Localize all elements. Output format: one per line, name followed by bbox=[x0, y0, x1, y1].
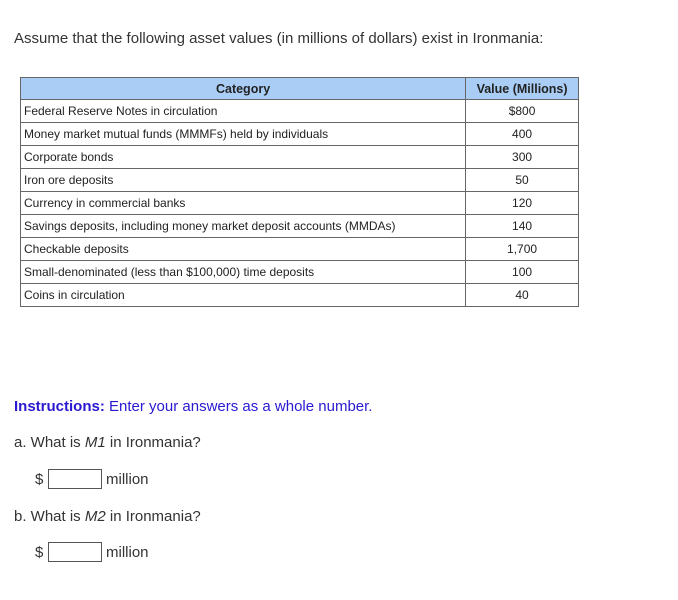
answer-a-unit: million bbox=[106, 470, 149, 488]
table-row bbox=[21, 238, 579, 261]
table-row bbox=[21, 146, 579, 169]
row-value: 300 bbox=[466, 146, 579, 169]
row-value: 50 bbox=[466, 169, 579, 192]
row-value: 400 bbox=[466, 123, 579, 146]
row-category: Corporate bonds bbox=[21, 146, 466, 169]
table-row bbox=[21, 123, 579, 146]
table-header-row bbox=[21, 78, 579, 100]
answer-a-currency: $ bbox=[35, 470, 44, 488]
intro-text: Assume that the following asset values (in millions of dollars) exist in Ironmania: bbox=[14, 30, 544, 47]
row-value: $800 bbox=[466, 100, 579, 123]
row-value: 100 bbox=[466, 261, 579, 284]
category-header: Category bbox=[21, 78, 466, 100]
question-b bbox=[14, 508, 201, 526]
row-value: 120 bbox=[466, 192, 579, 215]
question-b-prefix: b. What is bbox=[14, 508, 85, 525]
answer-b-currency: $ bbox=[35, 543, 44, 561]
row-category: Small-denominated (less than $100,000) time deposits bbox=[21, 261, 466, 284]
row-category: Money market mutual funds (MMMFs) held by individuals bbox=[21, 123, 466, 146]
table-row bbox=[21, 192, 579, 215]
question-a-term: M1 bbox=[84, 434, 106, 451]
instructions-text: Enter your answers as a whole number. bbox=[104, 398, 373, 415]
answer-b-row bbox=[35, 541, 149, 563]
row-value: 1,700 bbox=[466, 238, 579, 261]
answer-b-unit: million bbox=[106, 543, 149, 561]
question-a-suffix: in Ironmania? bbox=[105, 434, 201, 451]
answer-a-row bbox=[35, 468, 149, 490]
question-b-suffix: in Ironmania? bbox=[105, 508, 201, 525]
row-category: Coins in circulation bbox=[21, 284, 466, 307]
instructions bbox=[14, 398, 372, 416]
table-row bbox=[21, 284, 579, 307]
row-category: Federal Reserve Notes in circulation bbox=[21, 100, 466, 123]
row-category: Currency in commercial banks bbox=[21, 192, 466, 215]
answer-a-input[interactable] bbox=[48, 469, 102, 489]
table-row bbox=[21, 100, 579, 123]
instructions-label: Instructions: bbox=[14, 398, 105, 415]
value-header: Value (Millions) bbox=[466, 78, 579, 100]
row-category: Checkable deposits bbox=[21, 238, 466, 261]
question-a-prefix: a. What is bbox=[14, 434, 85, 451]
table-row bbox=[21, 169, 579, 192]
row-value: 140 bbox=[466, 215, 579, 238]
question-b-term: M2 bbox=[84, 508, 106, 525]
row-value: 40 bbox=[466, 284, 579, 307]
table-row bbox=[21, 261, 579, 284]
table-row bbox=[21, 215, 579, 238]
question-a bbox=[14, 434, 201, 452]
answer-b-input[interactable] bbox=[48, 542, 102, 562]
row-category: Savings deposits, including money market deposit accounts (MMDAs) bbox=[21, 215, 466, 238]
row-category: Iron ore deposits bbox=[21, 169, 466, 192]
asset-values-table bbox=[20, 77, 579, 307]
